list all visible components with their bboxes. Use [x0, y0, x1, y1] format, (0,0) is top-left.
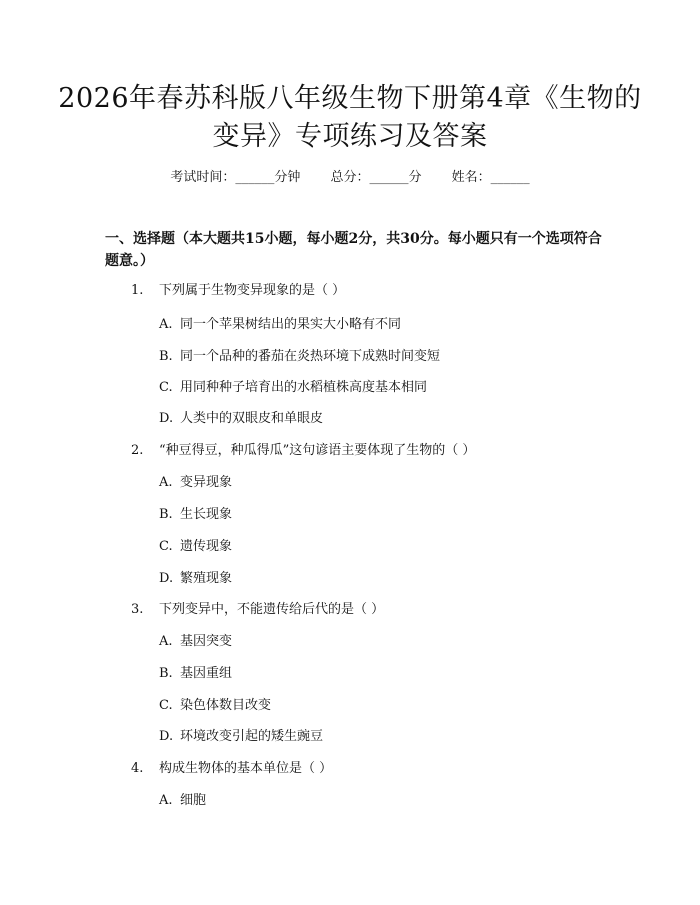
question-text: “种豆得豆，种瓜得瓜”这句谚语主要体现了生物的（ ）: [159, 443, 476, 458]
student-name-field: 姓名：______: [451, 170, 530, 185]
question-text: 下列属于生物变异现象的是（ ）: [159, 283, 346, 298]
option-text: 用同种种子培育出的水稻植株高度基本相同: [180, 380, 428, 395]
option-text: 人类中的双眼皮和单眼皮: [180, 411, 324, 426]
option-text: 环境改变引起的矮生豌豆: [180, 729, 324, 744]
option-text: 同一个品种的番茄在炎热环境下成熟时间变短: [180, 349, 441, 364]
option-letter: B.: [159, 666, 173, 681]
question-text: 下列变异中，不能遗传给后代的是（ ）: [159, 602, 385, 617]
option-letter: B.: [159, 507, 173, 522]
section-heading: 一、选择题（本大题共15小题，每小题2分，共30分。每小题只有一个选项符合题意。）: [105, 231, 602, 269]
option-text: 生长现象: [180, 507, 233, 522]
option-letter: A.: [159, 475, 173, 490]
option-text: 基因重组: [180, 666, 233, 681]
exam-time-field: 考试时间：______分钟: [170, 170, 301, 185]
option-letter: A.: [159, 793, 173, 808]
question-number: 1.: [131, 283, 144, 298]
exam-info-line: [0, 168, 700, 188]
option-letter: C.: [159, 698, 173, 713]
option-text: 变异现象: [180, 475, 233, 490]
option-letter: A.: [159, 317, 173, 332]
option-text: 遗传现象: [180, 539, 233, 554]
question-number: 4.: [131, 761, 144, 776]
option-text: 同一个苹果树结出的果实大小略有不同: [180, 317, 402, 332]
option-letter: A.: [159, 634, 173, 649]
option-letter: C.: [159, 380, 173, 395]
option-letter: D.: [159, 411, 174, 426]
option-letter: D.: [159, 729, 174, 744]
option-letter: D.: [159, 571, 174, 586]
option-letter: B.: [159, 349, 173, 364]
page-title: 2026年春苏科版八年级生物下册第4章《生物的变异》专项练习及答案: [58, 83, 642, 152]
question-text: 构成生物体的基本单位是（ ）: [159, 761, 333, 776]
question-number: 2.: [131, 443, 144, 458]
option-text: 染色体数目改变: [180, 698, 272, 713]
option-text: 基因突变: [180, 634, 233, 649]
option-text: 繁殖现象: [180, 571, 233, 586]
total-score-field: 总分：______分: [330, 170, 422, 185]
question-number: 3.: [131, 602, 144, 617]
option-text: 细胞: [180, 793, 207, 808]
option-letter: C.: [159, 539, 173, 554]
